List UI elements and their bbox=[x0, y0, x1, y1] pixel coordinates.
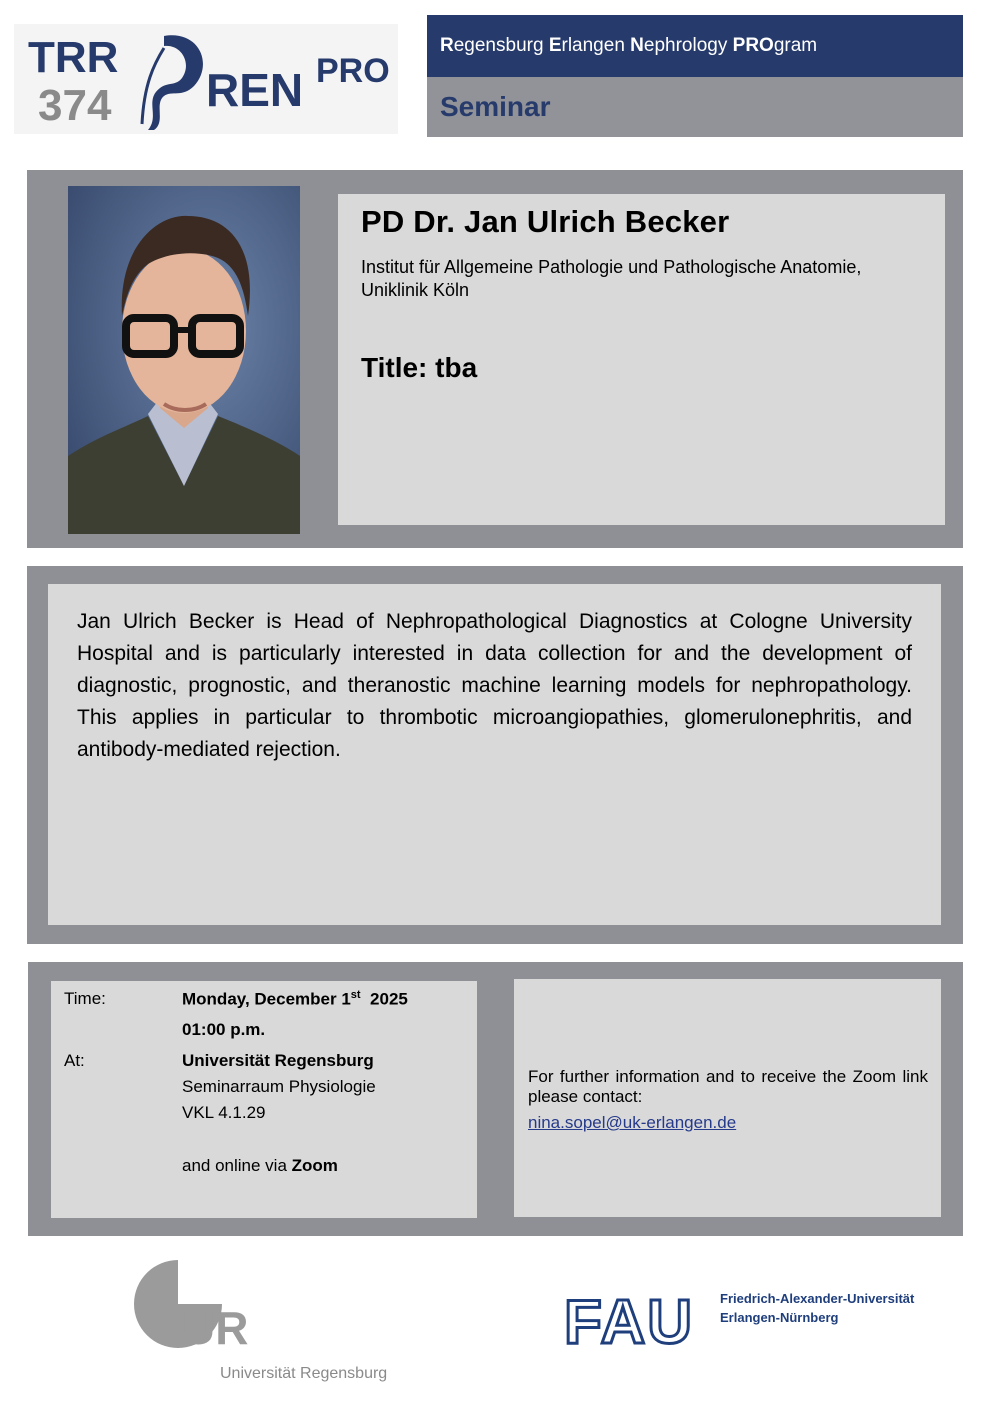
at-label: At: bbox=[64, 1051, 85, 1070]
bio-panel bbox=[48, 584, 941, 925]
institution-line-1: Institut für Allgemeine Pathologie und Pathologische Anatomie, bbox=[361, 257, 862, 277]
logo-ren-text: REN bbox=[206, 64, 304, 116]
program-initial-n: N bbox=[630, 35, 644, 56]
ur-logo-name: Universität Regensburg bbox=[220, 1365, 388, 1382]
program-rest-e: rlangen bbox=[561, 35, 631, 56]
online-platform: Zoom bbox=[291, 1156, 338, 1175]
contact-text: For further information and to receive the Zoom link please contact: bbox=[528, 1067, 928, 1106]
event-date-suffix: st bbox=[350, 989, 361, 1001]
fau-name-line-2: Erlangen-Nürnberg bbox=[720, 1310, 839, 1325]
program-rest-n: ephrology bbox=[643, 35, 733, 56]
time-label: Time: bbox=[64, 989, 106, 1008]
program-rest-r: egensburg bbox=[453, 35, 549, 56]
program-initial-e: E bbox=[548, 35, 562, 56]
event-time: 01:00 p.m. bbox=[182, 1020, 266, 1039]
program-initial-r: R bbox=[440, 35, 454, 56]
logo-trr-text: TRR bbox=[28, 33, 119, 82]
event-venue: Universität Regensburg bbox=[182, 1051, 374, 1070]
seminar-label: Seminar bbox=[427, 77, 963, 137]
contact-email-link[interactable]: nina.sopel@uk-erlangen.de bbox=[528, 1113, 737, 1132]
contact-panel bbox=[514, 979, 941, 1217]
event-room-code: VKL 4.1.29 bbox=[182, 1103, 266, 1122]
event-online bbox=[182, 1156, 338, 1176]
program-rest-pro: gram bbox=[773, 35, 818, 56]
program-banner bbox=[427, 15, 963, 77]
fau-name-line-1: Friedrich-Alexander-Universität bbox=[720, 1291, 915, 1306]
talk-title: Title: tba bbox=[361, 352, 478, 383]
logo-374-text: 374 bbox=[38, 81, 112, 130]
online-prefix: and online via bbox=[182, 1156, 287, 1175]
trr374-renpro-logo bbox=[14, 24, 398, 134]
event-date-year: 2025 bbox=[370, 989, 408, 1009]
event-date bbox=[182, 989, 408, 1010]
speaker-name: PD Dr. Jan Ulrich Becker bbox=[361, 204, 730, 239]
speaker-photo bbox=[68, 186, 300, 534]
ur-logo-letters: UR bbox=[182, 1302, 249, 1354]
fau-logo-letters: FAU bbox=[564, 1288, 694, 1355]
institution-line-2: Uniklinik Köln bbox=[361, 280, 470, 300]
speaker-institution bbox=[361, 256, 931, 302]
speaker-info-panel bbox=[338, 194, 945, 525]
event-date-main: Monday, December 1 bbox=[182, 989, 351, 1009]
universitaet-regensburg-logo bbox=[130, 1258, 410, 1388]
speaker-bio: Jan Ulrich Becker is Head of Nephropathological Diagnostics at Cologne University Hospital and is particularly interested in data collection for and the development of diagnostic, prognostic, and theranostic machine learning models for nephropathology. This applies in particular to thrombotic microangiopathies, glomerulonephritis, and antibody-mediated rejection. bbox=[77, 610, 912, 761]
kidney-icon bbox=[148, 35, 203, 130]
event-details-panel bbox=[51, 981, 477, 1218]
fau-logo bbox=[562, 1285, 932, 1355]
event-room: Seminarraum Physiologie bbox=[182, 1077, 376, 1096]
program-initial-pro: PRO bbox=[732, 35, 774, 56]
logo-pro-text: PRO bbox=[316, 52, 390, 90]
